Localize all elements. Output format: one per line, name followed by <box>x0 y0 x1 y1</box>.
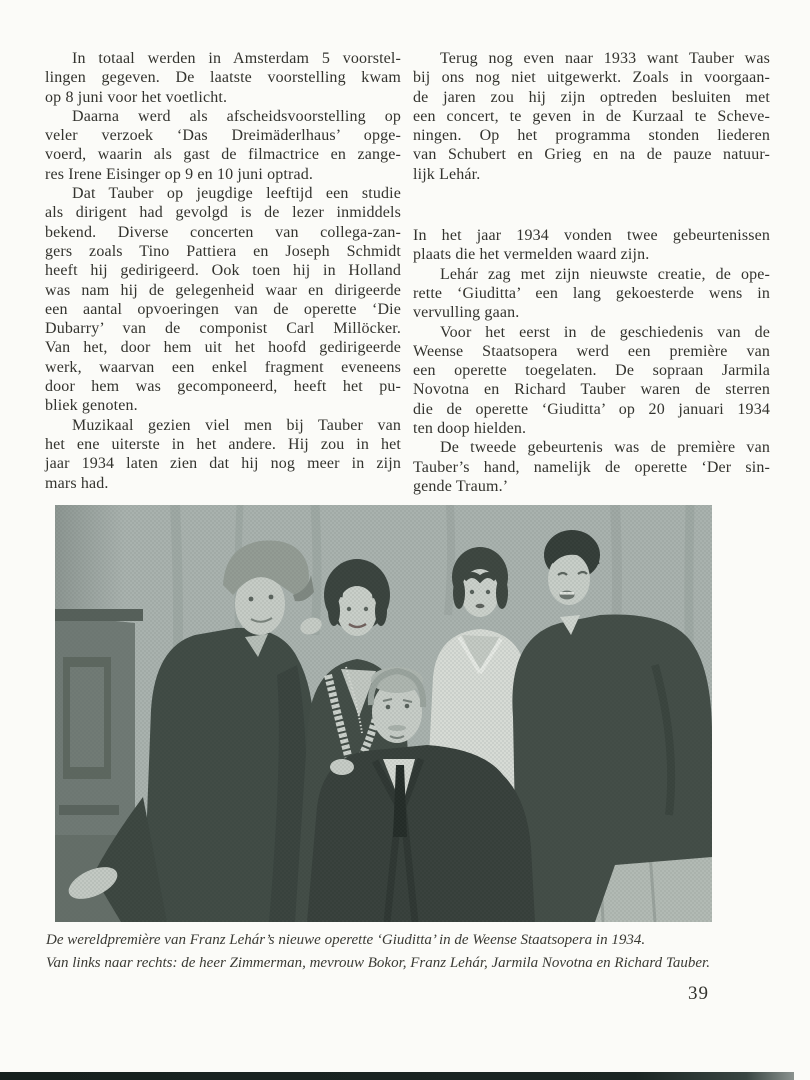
paragraph <box>45 416 401 493</box>
paragraph <box>413 265 770 323</box>
text-line: Voor het eerst in de geschiedenis van de <box>440 323 770 341</box>
text-line: Weense Staatsopera werd een première van <box>413 342 770 360</box>
text-line: plaats die het vermelden waard zijn. <box>413 246 650 264</box>
text-line: bekend. Diverse concerten van collega-zan- <box>45 223 401 241</box>
text-line: In het jaar 1934 vonden twee gebeurtenissen <box>413 227 770 245</box>
paragraph <box>45 184 401 416</box>
text-line: vervulling gaan. <box>413 304 520 322</box>
page-number: 39 <box>688 983 709 1004</box>
text-line: als dirigent had gevolgd is de lezer inmiddels <box>45 204 401 222</box>
text-line: In totaal werden in Amsterdam 5 voorstel- <box>72 50 401 67</box>
text-line: Daarna werd als afscheidsvoorstelling op <box>72 107 401 125</box>
text-line: Van het, door hem uit het hoofd gedirigeerde <box>45 339 401 357</box>
halftone-overlay <box>55 505 712 922</box>
paragraph <box>45 107 401 184</box>
text-line: een aantal opvoeringen van de operette ‘Die <box>45 300 401 318</box>
group-photo <box>55 505 712 922</box>
text-line: bij ons nog niet uitgewerkt. Zoals in voorgaan- <box>413 69 770 87</box>
text-line: mars had. <box>45 474 109 492</box>
text-line: ningen. Op het programma stonden liederen <box>413 127 770 145</box>
text-line: een concert, te geven in de Kurzaal te Scheve- <box>413 107 770 125</box>
paragraph <box>413 323 770 439</box>
text-line: De tweede gebeurtenis was de première van <box>440 439 770 457</box>
page-bottom-edge-shadow <box>0 1072 794 1080</box>
text-line: veler verzoek ‘Das Dreimäderlhaus’ opge- <box>45 127 401 145</box>
text-line: Novotna en Richard Tauber waren de sterren <box>413 381 770 399</box>
text-line: rette ‘Giuditta’ een lang gekoesterde wens in <box>413 284 770 302</box>
left-column <box>45 49 401 496</box>
text-line: door hem was gecomponeerd, heeft het pu- <box>45 378 401 396</box>
paragraph <box>413 226 770 265</box>
text-line: jaar 1934 laten zien dat hij nog meer in zijn <box>45 455 401 473</box>
text-line: was nam hij de gelegenheid waar en dirigeerde <box>45 281 401 299</box>
text-line: werk, waarvan een enkel fragment eveneens <box>45 358 401 376</box>
photo-caption <box>46 929 768 975</box>
text-line: Muzikaal gezien viel men bij Tauber van <box>72 416 401 434</box>
text-line: Terug nog even naar 1933 want Tauber was <box>440 50 770 67</box>
text-line: Dat Tauber op jeugdige leeftijd een studie <box>72 185 401 203</box>
right-column <box>413 49 770 496</box>
text-line: ten doop hielden. <box>413 420 527 438</box>
text-line: van Schubert en Grieg en na de pauze natuur- <box>413 146 770 164</box>
text-line: lingen gegeven. De laatste voorstelling kwam <box>45 69 401 87</box>
text-line: Tauber’s hand, namelijk de operette ‘Der sin- <box>413 458 770 476</box>
text-line: voerd, waarin als gast de filmactrice en zange- <box>45 146 401 164</box>
text-line: lijk Lehár. <box>413 165 481 183</box>
text-line: res Irene Eisinger op 9 en 10 juni optrad. <box>45 165 314 183</box>
caption-line-1: De wereldpremière van Franz Lehár’s nieuwe operette ‘Giuditta’ in de Weense Staatsopera in 1934. <box>46 932 646 948</box>
text-line: die de operette ‘Giuditta’ op 20 januari 1934 <box>413 400 770 418</box>
text-line: Dubarry’ van de componist Carl Millöcker. <box>45 320 401 338</box>
paragraph <box>413 49 770 184</box>
text-line: het ene uiterste in het andere. Hij zou in het <box>45 435 401 453</box>
text-line: op 8 juni voor het voetlicht. <box>45 88 228 106</box>
text-line: heeft hij gedirigeerd. Ook toen hij in Holland <box>45 262 401 280</box>
text-line: gers zoals Tino Pattiera en Joseph Schmidt <box>45 242 401 260</box>
caption-line-2: Van links naar rechts: de heer Zimmerman, mevrouw Bokor, Franz Lehár, Jarmila Novotna en Richard Tauber. <box>46 955 710 971</box>
text-line: gende Traum.’ <box>413 477 509 495</box>
paragraph <box>413 438 770 496</box>
text-line: een operette toegelaten. De sopraan Jarmila <box>413 362 770 380</box>
photo-figure <box>55 505 712 922</box>
text-line: bliek genoten. <box>45 397 138 415</box>
text-line: de jaren zou hij zijn optreden besluiten met <box>413 88 770 106</box>
paragraph <box>45 49 401 107</box>
text-columns <box>45 49 770 496</box>
text-line: Lehár zag met zijn nieuwste creatie, de ope- <box>440 265 770 283</box>
